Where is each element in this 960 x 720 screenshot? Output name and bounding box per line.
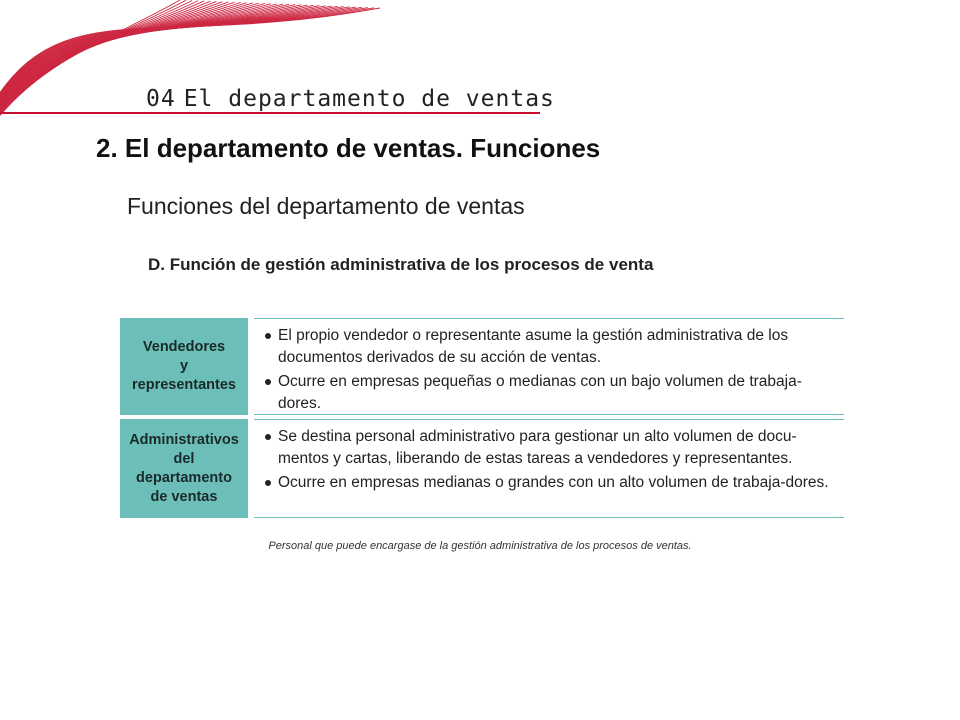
figure-caption: Personal que puede encargase de la gestión administrativa de los procesos de ventas. bbox=[268, 540, 692, 552]
bullet-item: Ocurre en empresas pequeñas o medianas con un bajo volumen de trabaja-dores. bbox=[258, 371, 836, 415]
table-row bbox=[120, 419, 844, 518]
chapter-header bbox=[146, 86, 555, 112]
staff-table bbox=[120, 318, 844, 518]
table-row bbox=[120, 318, 844, 415]
row-label: Administrativos del departamento de ventas bbox=[129, 431, 239, 505]
chapter-number: 04 bbox=[146, 86, 176, 112]
function-title: D. Función de gestión administrativa de los procesos de venta bbox=[148, 255, 654, 274]
row-label-cell bbox=[120, 318, 248, 415]
bullet-item: Se destina personal administrativo para gestionar un alto volumen de docu-mentos y cartas, liberando de estas tareas a vendedores y representantes. bbox=[258, 426, 836, 470]
row-label-cell bbox=[120, 419, 248, 518]
chapter-divider bbox=[0, 112, 540, 114]
row-label: Vendedores y representantes bbox=[132, 339, 236, 393]
row-content-cell bbox=[254, 419, 844, 518]
bullet-item: El propio vendedor o representante asume la gestión administrativa de los documentos derivados de su acción de ventas. bbox=[258, 325, 836, 369]
row-content-cell bbox=[254, 318, 844, 415]
chapter-title: El departamento de ventas bbox=[183, 86, 555, 112]
bullet-item: Ocurre en empresas medianas o grandes con un alto volumen de trabaja-dores. bbox=[258, 472, 836, 494]
subsection-title: Funciones del departamento de ventas bbox=[127, 193, 525, 219]
section-title: 2. El departamento de ventas. Funciones bbox=[96, 133, 601, 163]
